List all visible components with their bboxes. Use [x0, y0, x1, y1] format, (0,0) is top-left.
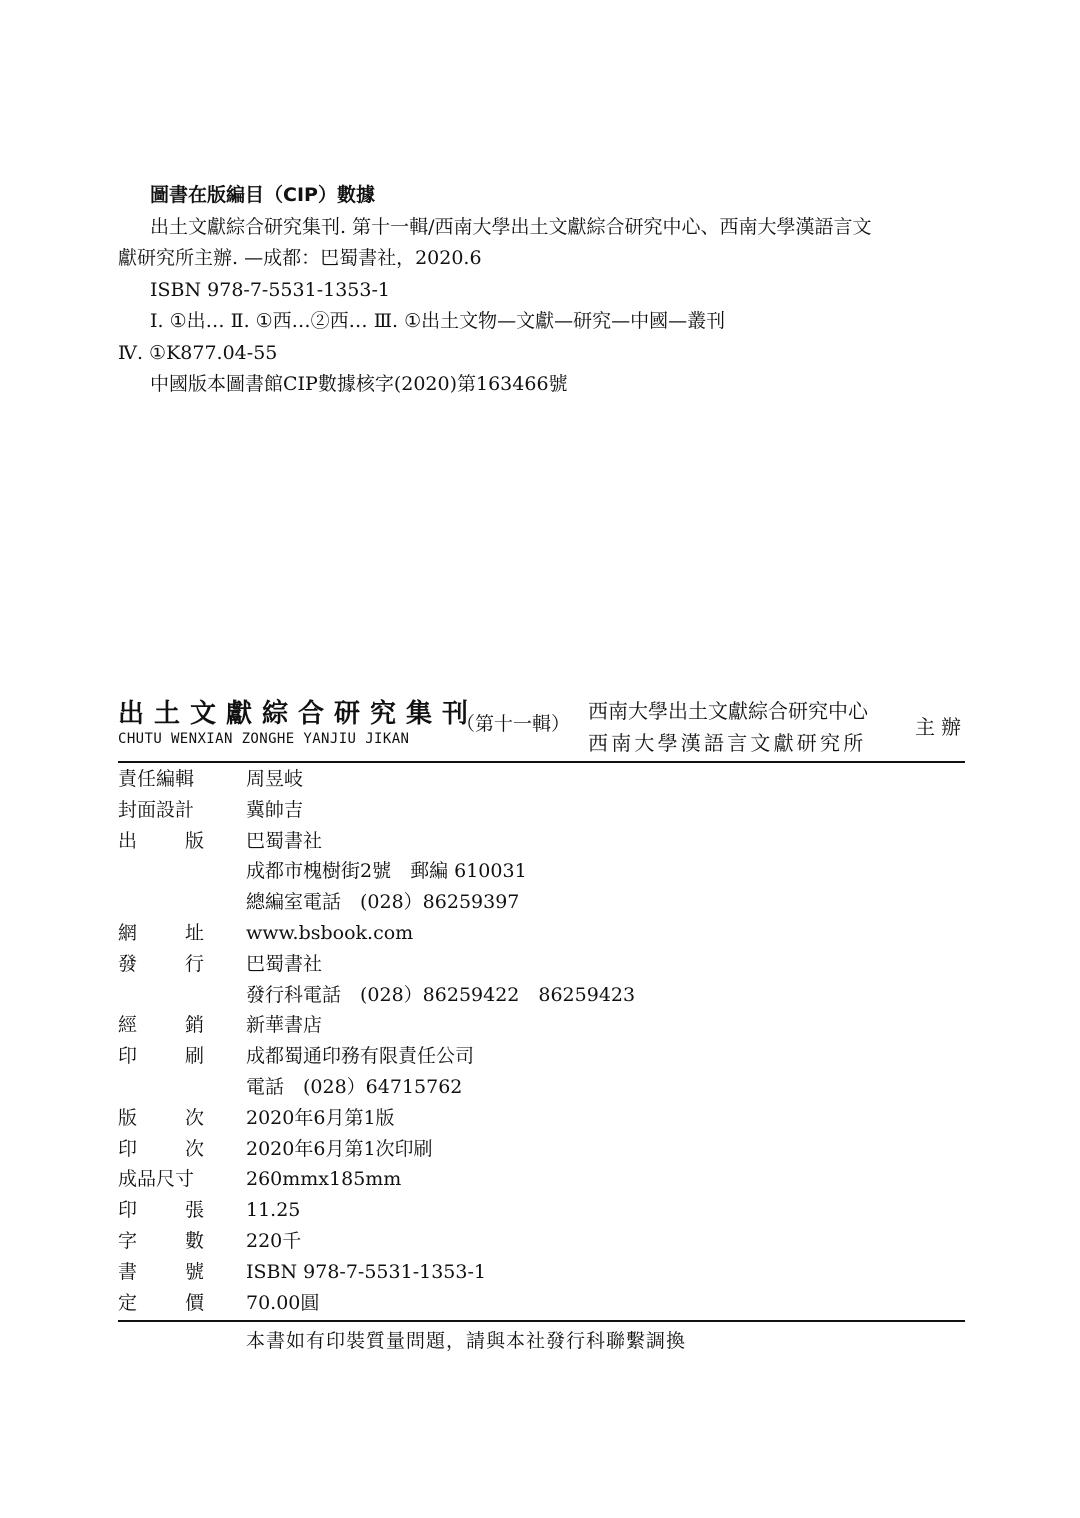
detail-row [118, 980, 965, 1011]
cip-heading: 圖書在版編目（CIP）數據 [150, 184, 375, 206]
cip-number: 中國版本圖書館CIP數據核字(2020)第163466號 [150, 373, 568, 395]
detail-label [118, 1226, 204, 1257]
detail-label [118, 1010, 204, 1041]
detail-row [118, 1257, 965, 1288]
detail-label [118, 1103, 204, 1134]
detail-label-char: 次 [184, 1137, 204, 1160]
detail-row [118, 1010, 965, 1041]
detail-value: 220千 [246, 1229, 302, 1252]
detail-label-char: 發 [118, 952, 138, 975]
quality-notice: 本書如有印裝質量問題，請與本社發行科聯繫調換 [246, 1330, 687, 1352]
detail-label [118, 1288, 204, 1319]
detail-value: 周昱岐 [246, 768, 304, 790]
detail-value: 新華書店 [246, 1014, 323, 1037]
detail-row [118, 856, 965, 887]
detail-row [118, 1164, 965, 1195]
detail-row [118, 1103, 965, 1134]
cip-isbn: ISBN 978-7-5531-1353-1 [150, 278, 390, 301]
detail-label-char: 出 [118, 829, 138, 852]
detail-label [118, 980, 246, 1011]
detail-label-char: 印 [118, 1137, 138, 1160]
cip-classification: Ⅰ. ①出… Ⅱ. ①西…②西… Ⅲ. ①出土文物—文獻—研究—中國—叢刊 [150, 310, 726, 332]
detail-row [118, 1288, 965, 1319]
detail-value: 2020年6月第1版 [246, 1106, 395, 1129]
cip-title-line: 出土文獻綜合研究集刊. 第十一輯/西南大學出土文獻綜合研究中心、西南大學漢語言文 [150, 215, 872, 238]
series-volume: （第十一輯） [456, 713, 571, 735]
detail-label-char: 書 [118, 1260, 138, 1283]
detail-label [118, 856, 246, 887]
detail-value: ISBN 978-7-5531-1353-1 [246, 1260, 486, 1283]
detail-label: 封面設計 [118, 798, 195, 821]
detail-label-char: 行 [184, 952, 204, 975]
detail-label [118, 826, 204, 857]
cip-title-line-continued: 獻研究所主辦. —成都：巴蜀書社，2020.6 [118, 247, 482, 269]
detail-label-char: 址 [184, 921, 204, 944]
detail-value: 冀帥吉 [246, 798, 304, 821]
detail-value: 2020年6月第1次印刷 [246, 1137, 433, 1160]
detail-value: 成都蜀通印務有限責任公司 [246, 1045, 475, 1068]
bottom-divider [118, 1320, 965, 1322]
detail-label-char: 號 [184, 1260, 204, 1283]
editor-role: 主辦 [915, 715, 967, 739]
detail-value: 70.00圓 [246, 1291, 320, 1314]
detail-row [118, 949, 965, 980]
detail-label-char: 數 [184, 1229, 204, 1252]
publication-details [118, 764, 965, 1318]
detail-label-char: 字 [118, 1229, 138, 1252]
detail-label-char: 經 [118, 1014, 138, 1037]
detail-label-char: 銷 [184, 1014, 204, 1037]
editor-organization-2: 西南大學漢語言文獻研究所 [588, 731, 867, 755]
cip-classification-continued: Ⅳ. ①K877.04-55 [118, 341, 278, 364]
detail-label [118, 1257, 204, 1288]
detail-label-char: 次 [184, 1106, 204, 1129]
detail-row [118, 1195, 965, 1226]
cip-data-block [118, 180, 978, 401]
detail-row [118, 826, 965, 857]
detail-label-char: 張 [184, 1199, 204, 1222]
detail-row [118, 887, 965, 918]
detail-label [118, 887, 246, 918]
detail-row [118, 918, 965, 949]
detail-value: www.bsbook.com [246, 921, 414, 944]
detail-value: 總編室電話 (028）86259397 [246, 891, 520, 914]
title-block [118, 693, 965, 759]
series-pinyin: CHUTU WENXIAN ZONGHE YANJIU JIKAN [118, 731, 410, 747]
detail-value: 11.25 [246, 1199, 301, 1222]
detail-label-char: 印 [118, 1199, 138, 1222]
detail-row [118, 795, 965, 826]
detail-label-char: 刷 [184, 1045, 204, 1068]
detail-row [118, 1226, 965, 1257]
detail-label [118, 1041, 204, 1072]
detail-label-char: 印 [118, 1045, 138, 1068]
detail-row [118, 764, 965, 795]
detail-label [118, 949, 204, 980]
detail-value: 電話 (028）64715762 [246, 1075, 463, 1098]
detail-label-char: 價 [184, 1291, 204, 1314]
detail-label-char: 版 [184, 829, 204, 852]
detail-label-char: 版 [118, 1106, 138, 1129]
series-title: 出土文獻綜合研究集刊 [118, 699, 479, 729]
editor-organization-1: 西南大學出土文獻綜合研究中心 [588, 699, 868, 723]
detail-label [118, 1072, 246, 1103]
detail-value: 巴蜀書社 [246, 829, 323, 852]
detail-row [118, 1072, 965, 1103]
detail-value: 巴蜀書社 [246, 952, 323, 975]
detail-row [118, 1041, 965, 1072]
detail-row [118, 1134, 965, 1165]
detail-label [118, 1195, 204, 1226]
detail-label-char: 定 [118, 1291, 138, 1314]
detail-value: 260mmx185mm [246, 1168, 402, 1191]
detail-value: 成都市槐樹街2號 郵編 610031 [246, 860, 527, 883]
detail-label [118, 918, 204, 949]
detail-label: 責任編輯 [118, 768, 195, 790]
detail-value: 發行科電話 (028）86259422 86259423 [246, 983, 636, 1006]
detail-label-char: 網 [118, 921, 138, 944]
detail-label [118, 1134, 204, 1165]
detail-label: 成品尺寸 [118, 1168, 195, 1191]
top-divider [118, 761, 965, 763]
